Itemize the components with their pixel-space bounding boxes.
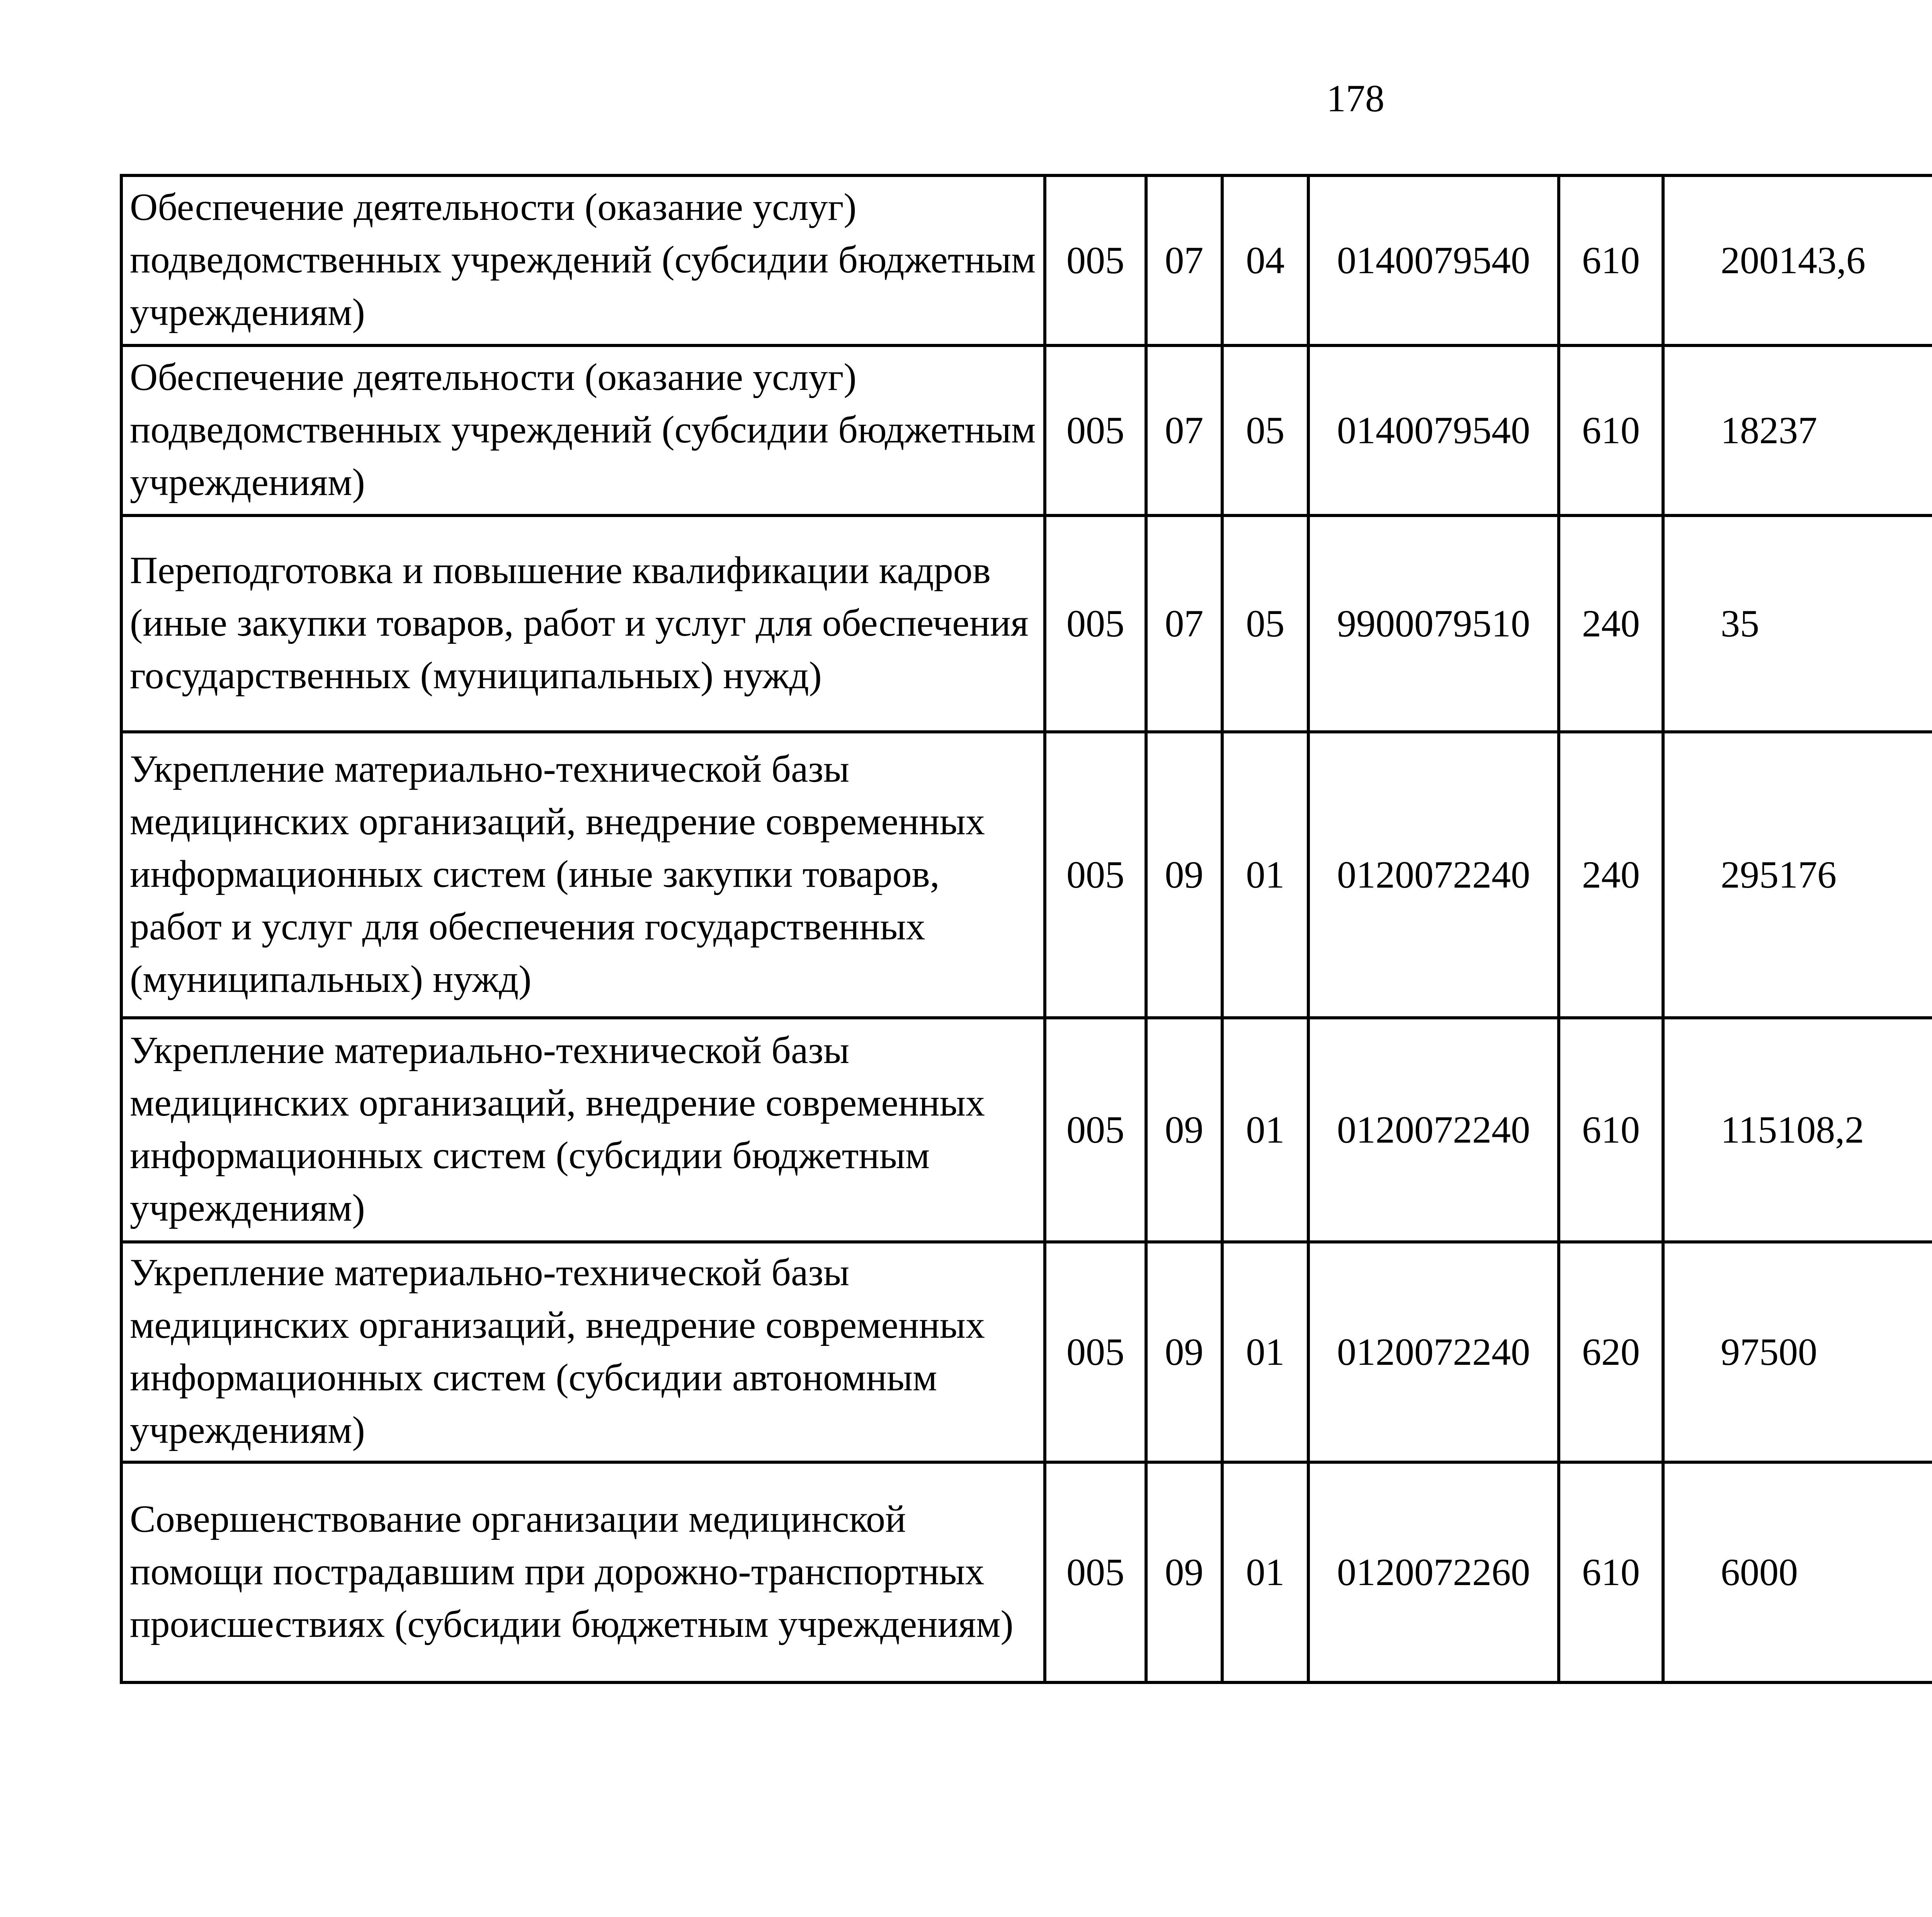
row-description: Переподготовка и повышение квалификации кадров (иные закупки товаров, работ и услуг для обеспечения государственных (муниципальных) нужд) xyxy=(121,515,1045,732)
row-ministry-code: 005 xyxy=(1045,515,1146,732)
row-description: Совершенствование организации медицинской помощи пострадавшим при дорожно-транспортных происшествиях (субсидии бюджетным учреждениям) xyxy=(121,1462,1045,1682)
row-subsection-code: 04 xyxy=(1222,175,1308,345)
table-row xyxy=(121,1018,1932,1242)
row-amount-1: 295176 xyxy=(1663,732,1932,1018)
row-ministry-code: 005 xyxy=(1045,1018,1146,1242)
row-target-article: 9900079510 xyxy=(1308,515,1559,732)
row-ministry-code: 005 xyxy=(1045,345,1146,515)
row-amount-1: 6000 xyxy=(1663,1462,1932,1682)
row-amount-1: 18237 xyxy=(1663,345,1932,515)
row-section-code: 09 xyxy=(1146,1018,1222,1242)
row-section-code: 07 xyxy=(1146,175,1222,345)
table-body xyxy=(121,175,1932,1682)
table-row xyxy=(121,732,1932,1018)
row-subsection-code: 01 xyxy=(1222,1242,1308,1462)
row-section-code: 09 xyxy=(1146,1242,1222,1462)
budget-table xyxy=(120,174,1932,1684)
row-ministry-code: 005 xyxy=(1045,175,1146,345)
row-ministry-code: 005 xyxy=(1045,732,1146,1018)
row-target-article: 0120072240 xyxy=(1308,1242,1559,1462)
table-row xyxy=(121,1242,1932,1462)
row-target-article: 0120072260 xyxy=(1308,1462,1559,1682)
row-amount-1: 97500 xyxy=(1663,1242,1932,1462)
row-subsection-code: 01 xyxy=(1222,1462,1308,1682)
row-amount-1: 35 xyxy=(1663,515,1932,732)
row-expense-type: 240 xyxy=(1559,515,1663,732)
row-description: Укрепление материально-технической базы медицинских организаций, внедрение современных информационных систем (субсидии автономным учреждениям) xyxy=(121,1242,1045,1462)
table-row xyxy=(121,175,1932,345)
row-ministry-code: 005 xyxy=(1045,1242,1146,1462)
row-amount-1: 115108,2 xyxy=(1663,1018,1932,1242)
row-description: Укрепление материально-технической базы медицинских организаций, внедрение современных информационных систем (иные закупки товаров, работ и услуг для обеспечения государственных (муниципальных) нужд) xyxy=(121,732,1045,1018)
row-expense-type: 610 xyxy=(1559,345,1663,515)
table-row xyxy=(121,515,1932,732)
table-row xyxy=(121,345,1932,515)
row-section-code: 07 xyxy=(1146,345,1222,515)
row-amount-1: 200143,6 xyxy=(1663,175,1932,345)
row-section-code: 09 xyxy=(1146,732,1222,1018)
table-row xyxy=(121,1462,1932,1682)
row-description: Укрепление материально-технической базы медицинских организаций, внедрение современных информационных систем (субсидии бюджетным учреждениям) xyxy=(121,1018,1045,1242)
row-expense-type: 610 xyxy=(1559,175,1663,345)
row-target-article: 0140079540 xyxy=(1308,175,1559,345)
row-ministry-code: 005 xyxy=(1045,1462,1146,1682)
row-section-code: 07 xyxy=(1146,515,1222,732)
row-expense-type: 240 xyxy=(1559,732,1663,1018)
row-target-article: 0120072240 xyxy=(1308,1018,1559,1242)
row-subsection-code: 01 xyxy=(1222,1018,1308,1242)
row-expense-type: 610 xyxy=(1559,1462,1663,1682)
row-target-article: 0120072240 xyxy=(1308,732,1559,1018)
row-expense-type: 620 xyxy=(1559,1242,1663,1462)
row-description: Обеспечение деятельности (оказание услуг) подведомственных учреждений (субсидии бюджетным учреждениям) xyxy=(121,345,1045,515)
row-description: Обеспечение деятельности (оказание услуг) подведомственных учреждений (субсидии бюджетным учреждениям) xyxy=(121,175,1045,345)
row-subsection-code: 01 xyxy=(1222,732,1308,1018)
page-number: 178 xyxy=(1327,77,1384,120)
row-section-code: 09 xyxy=(1146,1462,1222,1682)
row-expense-type: 610 xyxy=(1559,1018,1663,1242)
row-target-article: 0140079540 xyxy=(1308,345,1559,515)
row-subsection-code: 05 xyxy=(1222,345,1308,515)
row-subsection-code: 05 xyxy=(1222,515,1308,732)
